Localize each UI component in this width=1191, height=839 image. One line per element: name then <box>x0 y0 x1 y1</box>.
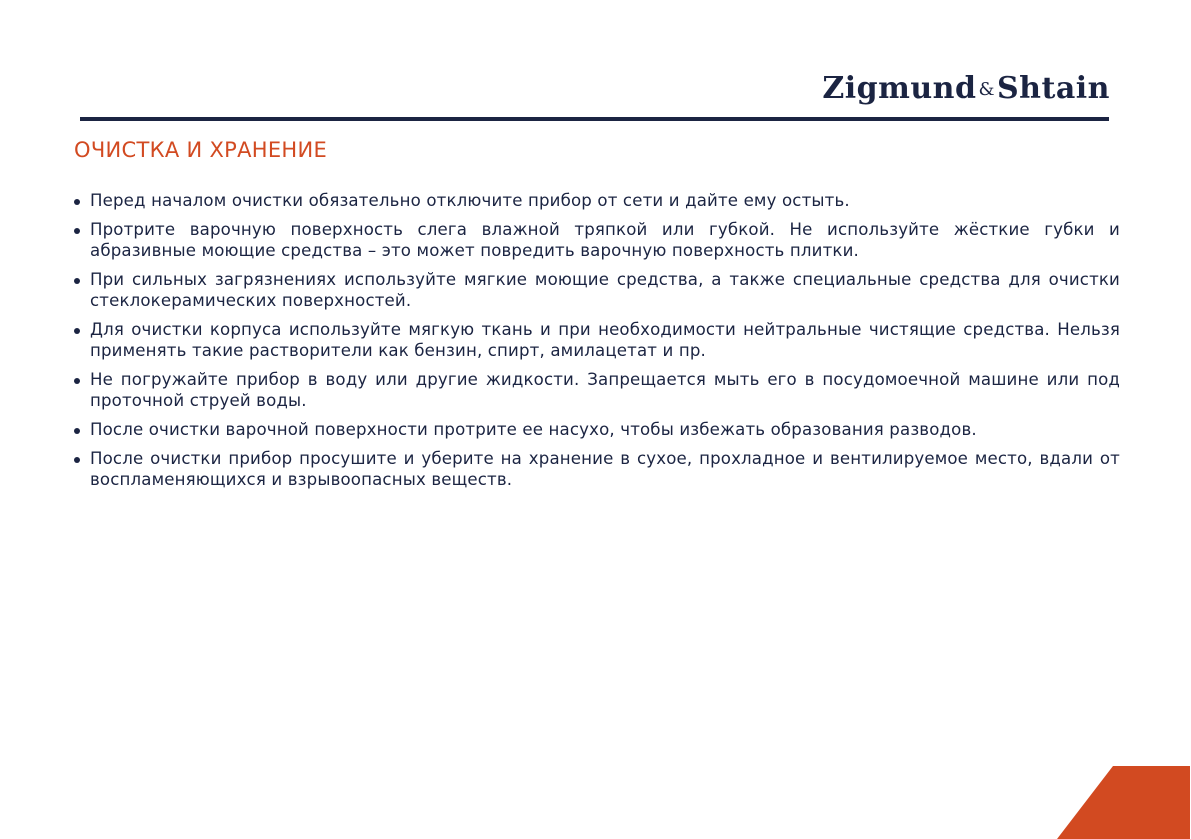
brand-name-left: Zigmund <box>822 71 977 106</box>
bullet-icon <box>74 199 80 205</box>
list-item-text: Не погружайте прибор в воду или другие жидкости. Запрещается мыть его в посудомоечной машине или под проточной струей воды. <box>90 370 1120 410</box>
list-item <box>74 190 1120 211</box>
bullet-icon <box>74 328 80 334</box>
header-divider <box>80 117 1109 121</box>
bullet-icon <box>74 278 80 284</box>
bullet-icon <box>74 457 80 463</box>
bullet-icon <box>74 378 80 384</box>
list-item <box>74 369 1120 411</box>
list-item-text: После очистки варочной поверхности протрите ее насухо, чтобы избежать образования разводов. <box>90 420 977 439</box>
corner-decoration <box>1056 766 1191 839</box>
list-item <box>74 269 1120 311</box>
section-title: ОЧИСТКА И ХРАНЕНИЕ <box>74 138 328 162</box>
bullet-icon <box>74 428 80 434</box>
cleaning-instructions-list <box>74 190 1120 498</box>
list-item-text: Для очистки корпуса используйте мягкую ткань и при необходимости нейтральные чистящие средства. Нельзя применять такие растворители как бензин, спирт, амилацетат и пр. <box>90 320 1120 360</box>
list-item <box>74 419 1120 440</box>
list-item-text: Перед началом очистки обязательно отключите прибор от сети и дайте ему остыть. <box>90 191 850 210</box>
brand-name-right: Shtain <box>997 71 1110 106</box>
list-item <box>74 219 1120 261</box>
list-item-text: При сильных загрязнениях используйте мягкие моющие средства, а также специальные средства для очистки стеклокерамических поверхностей. <box>90 270 1120 310</box>
list-item-text: После очистки прибор просушите и уберите на хранение в сухое, прохладное и вентилируемое место, вдали от воспламеняющихся и взрывоопасных веществ. <box>90 449 1120 489</box>
list-item-text: Протрите варочную поверхность слега влажной тряпкой или губкой. Не используйте жёсткие губки и абразивные моющие средства – это может повредить варочную поверхность плитки. <box>90 220 1120 260</box>
list-item <box>74 319 1120 361</box>
brand-logo <box>820 66 1110 112</box>
list-item <box>74 448 1120 490</box>
brand-ampersand: & <box>978 79 996 100</box>
bullet-icon <box>74 228 80 234</box>
